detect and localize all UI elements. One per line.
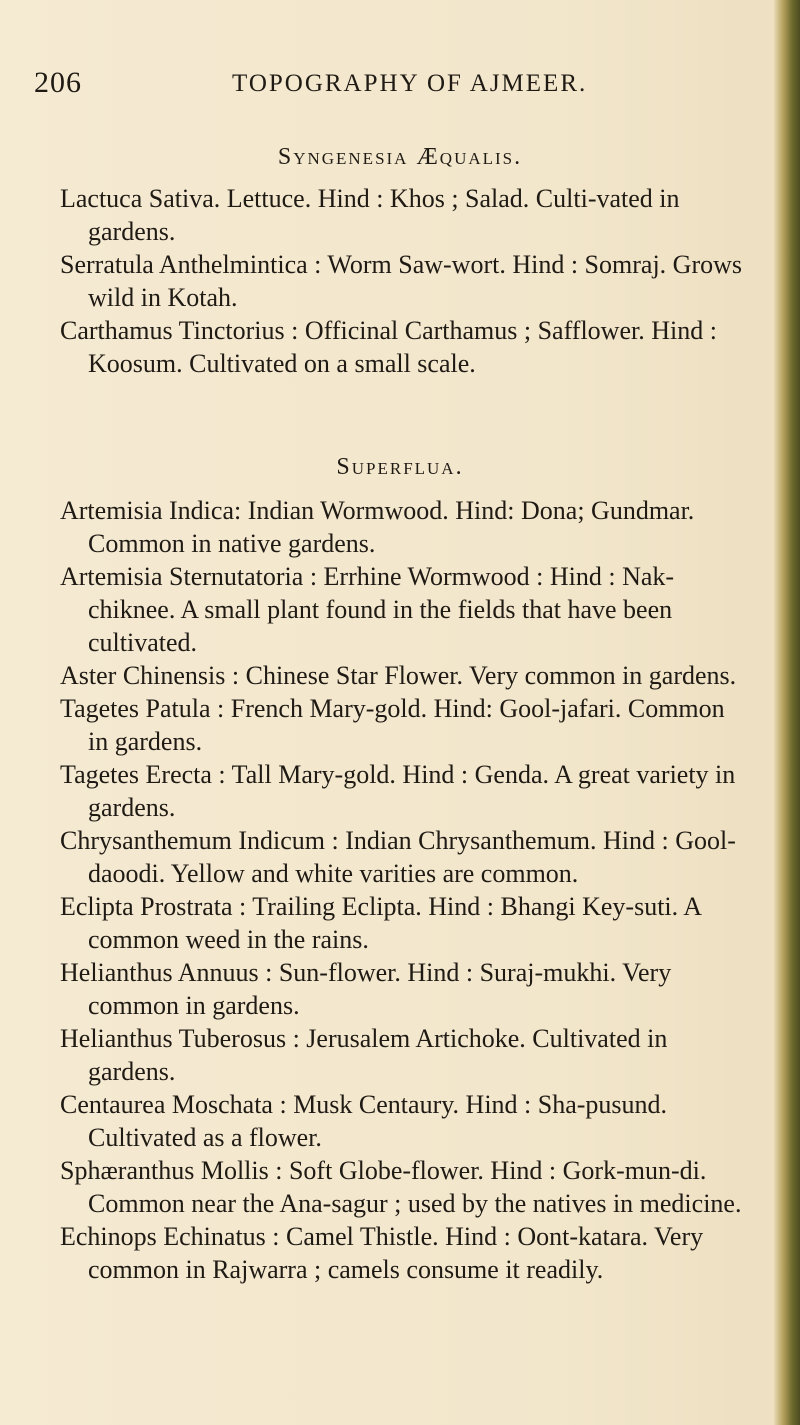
entry-serratula-anthelmintica: Serratula Anthelmintica : Worm Saw-wort. Hind : Somraj. Grows wild in Kotah. [60, 250, 742, 312]
entries-superflua [60, 494, 750, 1286]
entry-artemisia-indica: Artemisia Indica: Indian Wormwood. Hind: Dona; Gundmar. Common in native gardens. [60, 496, 695, 558]
entry-eclipta-prostrata: Eclipta Prostrata : Trailing Eclipta. Hind : Bhangi Key-suti. A common weed in the rains. [60, 892, 701, 954]
entry-lactuca-sativa: Lactuca Sativa. Lettuce. Hind : Khos ; Salad. Culti-vated in gardens. [60, 184, 680, 246]
entry-carthamus-tinctorius: Carthamus Tinctorius : Officinal Carthamus ; Safflower. Hind : Koosum. Cultivated on a small scale. [60, 316, 717, 378]
entry-aster-chinensis: Aster Chinensis : Chinese Star Flower. Very common in gardens. [60, 661, 737, 690]
entry-chrysanthemum-indicum: Chrysanthemum Indicum : Indian Chrysanthemum. Hind : Gool-daoodi. Yellow and white varities are common. [60, 826, 736, 888]
entry-tagetes-erecta: Tagetes Erecta : Tall Mary-gold. Hind : Genda. A great variety in gardens. [60, 760, 736, 822]
entry-sphaeranthus-mollis: Sphæranthus Mollis : Soft Globe-flower. Hind : Gork-mun-di. Common near the Ana-sagur ; used by the natives in medicine. [60, 1156, 742, 1218]
entry-echinops-echinatus: Echinops Echinatus : Camel Thistle. Hind : Oont-katara. Very common in Rajwarra ; camels consume it readily. [60, 1222, 704, 1284]
running-head: TOPOGRAPHY OF AJMEER. [232, 70, 588, 97]
section-title-syngenesia: Syngenesia Æqualis. [277, 144, 523, 170]
section-title-superflua: Superflua. [336, 454, 464, 480]
entry-helianthus-tuberosus: Helianthus Tuberosus : Jerusalem Artichoke. Cultivated in gardens. [60, 1024, 668, 1086]
entry-artemisia-sternutatoria: Artemisia Sternutatoria : Errhine Wormwood : Hind : Nak-chiknee. A small plant found in the fields that have been cultivated. [60, 562, 675, 657]
page-number: 206 [34, 66, 82, 99]
entry-helianthus-annuus: Helianthus Annuus : Sun-flower. Hind : Suraj-mukhi. Very common in gardens. [60, 958, 672, 1020]
page-edge-shadow [774, 0, 800, 1425]
entry-tagetes-patula: Tagetes Patula : French Mary-gold. Hind: Gool-jafari. Common in gardens. [60, 694, 725, 756]
entry-centaurea-moschata: Centaurea Moschata : Musk Centaury. Hind : Sha-pusund. Cultivated as a flower. [60, 1090, 668, 1152]
entries-syngenesia [60, 182, 750, 380]
page-header [34, 66, 754, 106]
